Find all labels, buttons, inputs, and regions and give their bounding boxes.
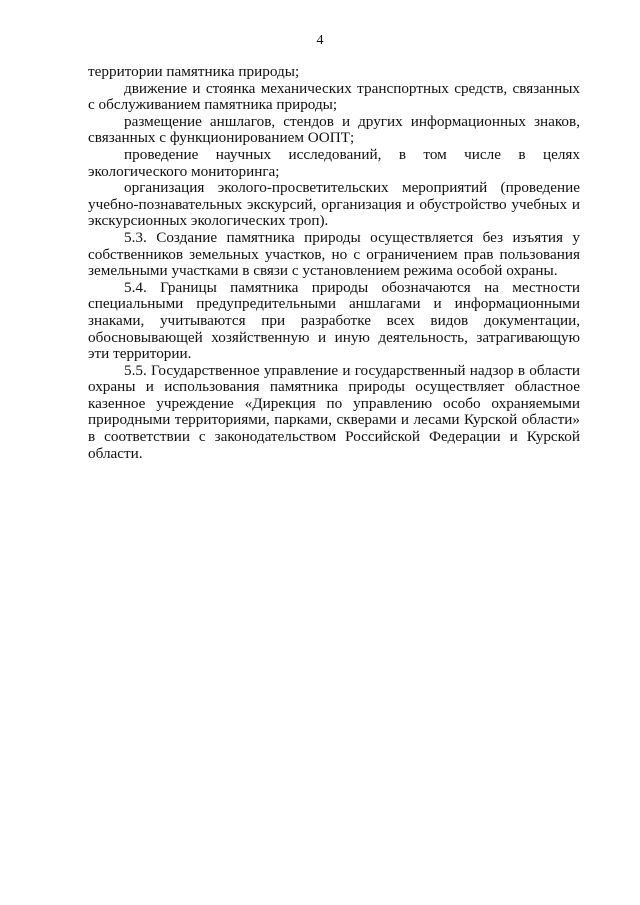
- paragraph-5-3: 5.3. Создание памятника природы осуществляется без изъятия у собственников земельных участков, но с ограничением прав пользования земельными участками в связи с установлением режима особой охраны.: [88, 228, 580, 280]
- body-text: [88, 64, 580, 462]
- paragraph-5-4: 5.4. Границы памятника природы обозначаются на местности специальными предупредительными аншлагами и информационными знаками, учитываются при разработке всех видов документации, обосновывающей хозяйственную и иную деятельность, затрагивающую эти территории.: [88, 278, 580, 363]
- paragraph-continuation: территории памятника природы;: [88, 63, 300, 80]
- paragraph-signage-placement: размещение аншлагов, стендов и других информационных знаков, связанных с функционированием ООПТ;: [88, 112, 580, 147]
- page-number: 4: [316, 33, 324, 48]
- paragraph-vehicle-movement: движение и стоянка механических транспортных средств, связанных с обслуживанием памятника природы;: [88, 79, 580, 114]
- paragraph-educational-events: организация эколого-просветительских мероприятий (проведение учебно-познавательных экскурсий, организация и обустройство учебных и экскурсионных экологических троп).: [88, 179, 580, 230]
- paragraph-5-5: 5.5. Государственное управление и государственный надзор в области охраны и использования памятника природы осуществляет областное казенное учреждение «Дирекция по управлению особо охраняемыми природными территориями, парками, скверами и лесами Курской области» в соответствии с законодательством Российской Федерации и Курской области.: [88, 361, 580, 462]
- paragraph-scientific-research: проведение научных исследований, в том числе в целях экологического мониторинга;: [88, 145, 580, 180]
